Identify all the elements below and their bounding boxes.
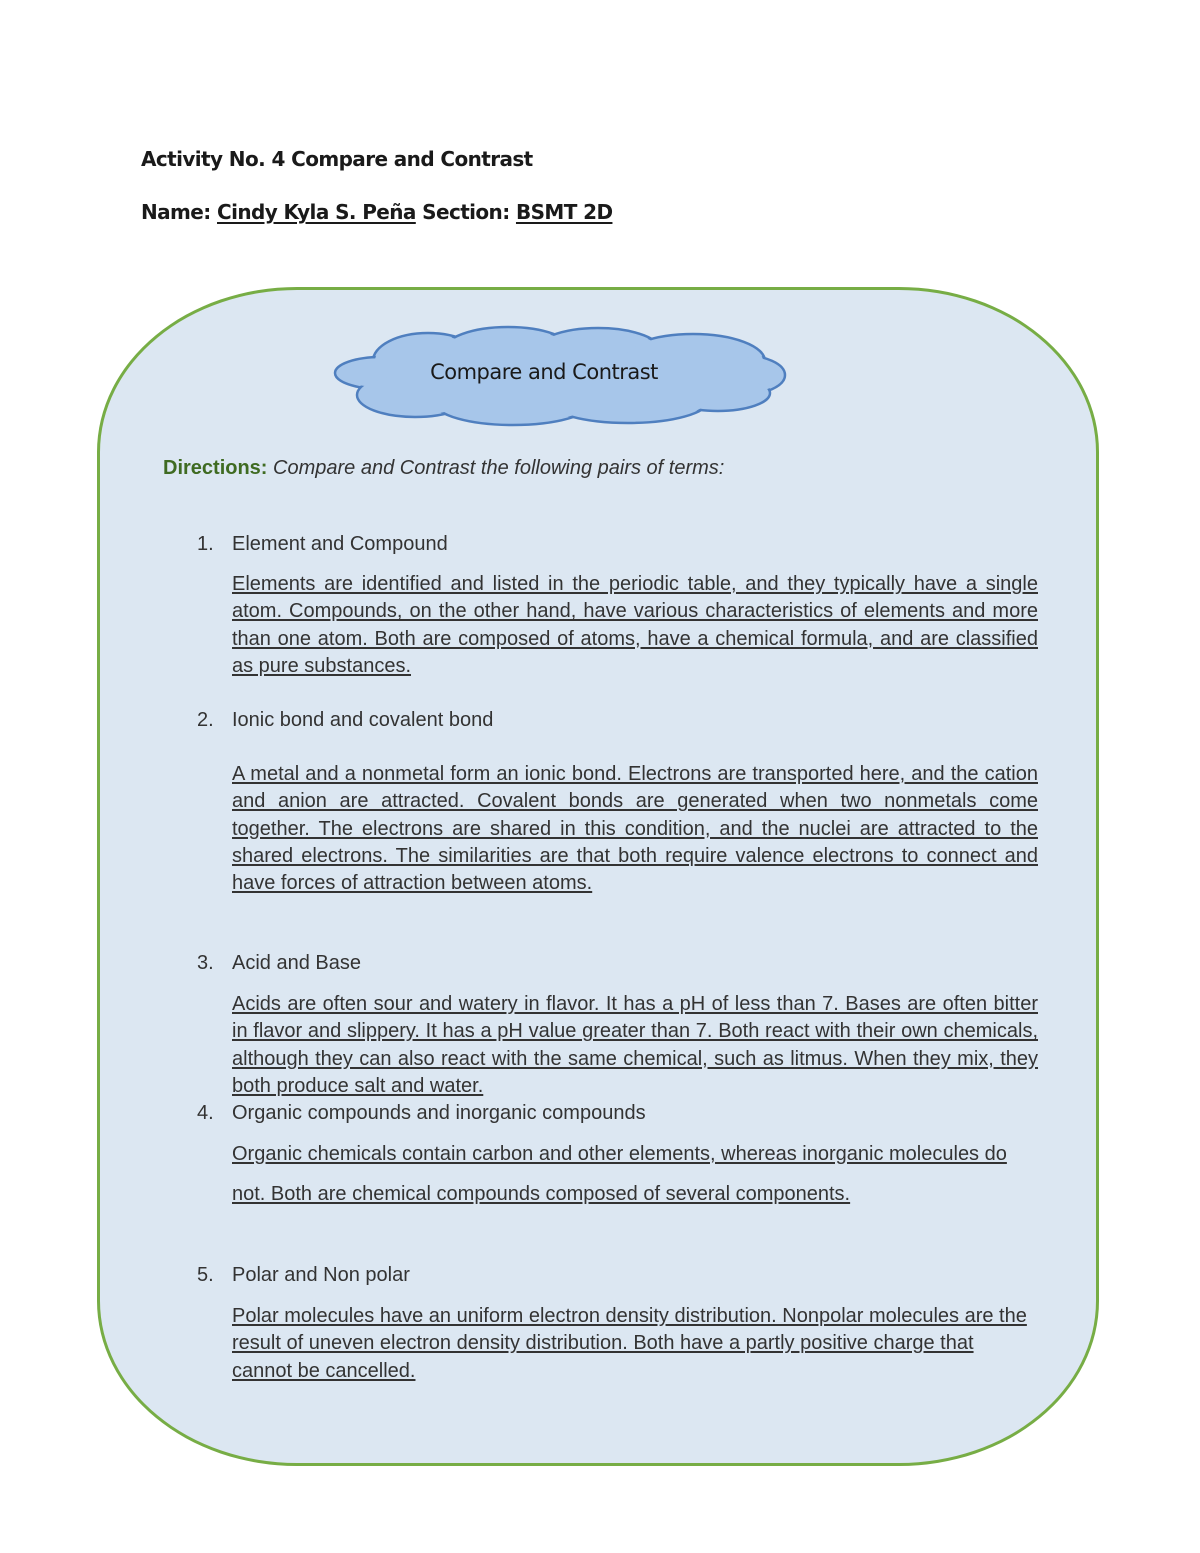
student-name: Cindy Kyla S. Peña xyxy=(217,200,416,224)
item-answer: Polar molecules have an uniform electron density distribution. Nonpolar molecules are the result of uneven electron density distribution. Both have a partly positive charge that cannot be cancelled. xyxy=(232,1305,1027,1382)
item-number: 5. xyxy=(197,1264,214,1286)
item-term: Element and Compound xyxy=(232,533,448,555)
item-number: 4. xyxy=(197,1102,214,1124)
cloud-label: Compare and Contrast xyxy=(430,360,658,384)
directions xyxy=(163,457,724,480)
item-answer: Acids are often sour and watery in flavor. It has a pH of less than 7. Bases are often bitter in flavor and slippery. It has a pH value greater than 7. Both react with their own chemicals, although they can also react with the same chemical, such as litmus. When they mix, they both produce salt and water. xyxy=(232,993,1038,1097)
name-label: Name: xyxy=(141,200,211,224)
item-term: Organic compounds and inorganic compounds xyxy=(232,1102,646,1124)
directions-label: Directions: xyxy=(163,457,268,479)
item-answer: Elements are identified and listed in the periodic table, and they typically have a single atom. Compounds, on the other hand, have various characteristics of elements and more than one atom. Both are composed of atoms, have a chemical formula, and are classified as pure substances. xyxy=(232,573,1038,677)
item-term: Polar and Non polar xyxy=(232,1264,410,1286)
item-answer: A metal and a nonmetal form an ionic bond. Electrons are transported here, and the cation and anion are attracted. Covalent bonds are generated when two nonmetals come together. The electrons are shared in this condition, and the nuclei are attracted to the shared electrons. The similarities are that both require valence electrons to connect and have forces of attraction between atoms. xyxy=(232,763,1038,895)
directions-text: Compare and Contrast the following pairs of terms: xyxy=(273,457,725,479)
item-number: 1. xyxy=(197,533,214,555)
section-value: BSMT 2D xyxy=(515,200,613,224)
item-term: Ionic bond and covalent bond xyxy=(232,709,494,731)
item-number: 3. xyxy=(197,952,214,974)
section-label: Section: xyxy=(422,200,510,224)
item-answer: Organic chemicals contain carbon and other elements, whereas inorganic molecules do not. Both are chemical compounds composed of several components. xyxy=(232,1143,1007,1205)
name-section-line xyxy=(141,200,612,224)
item-number: 2. xyxy=(197,709,214,731)
item-term: Acid and Base xyxy=(232,952,361,974)
activity-title: Activity No. 4 Compare and Contrast xyxy=(141,147,533,171)
